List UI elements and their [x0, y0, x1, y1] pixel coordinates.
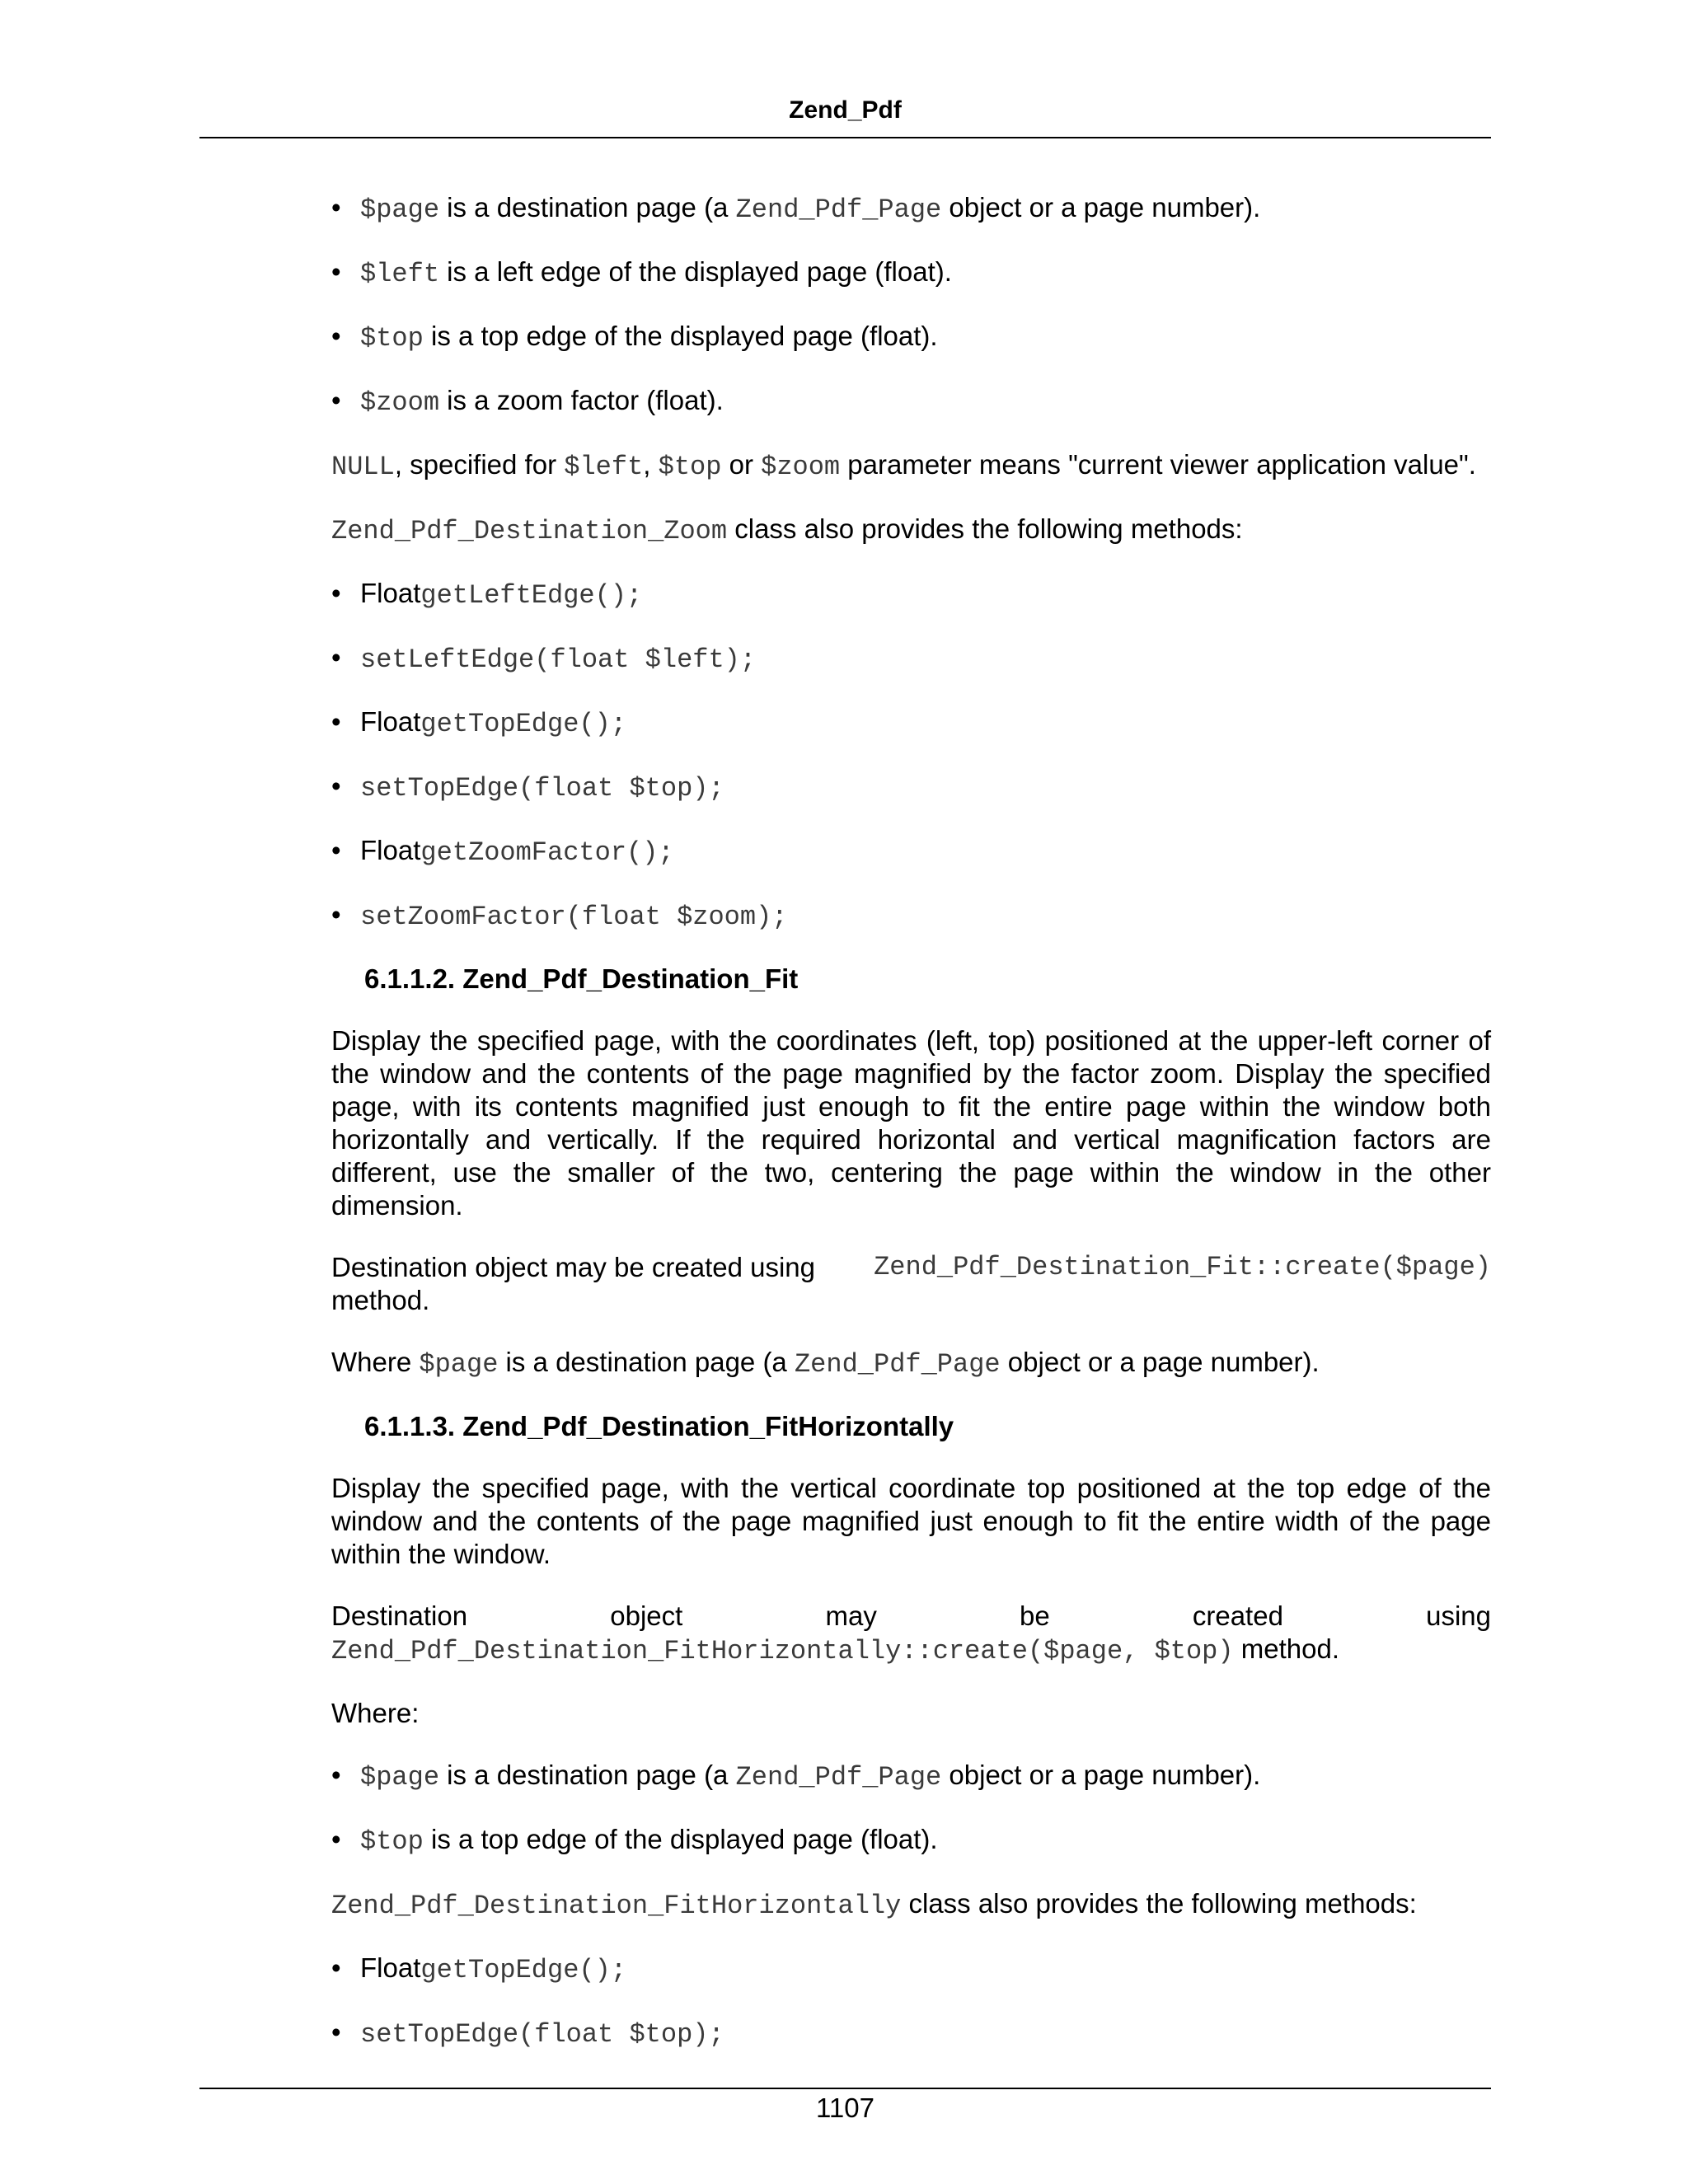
code-span: Zend_Pdf_Page: [735, 1762, 942, 1793]
return-type: Float: [360, 835, 421, 865]
method-signature: getZoomFactor();: [420, 837, 674, 868]
list-item: [331, 191, 1491, 227]
bullet-icon: •: [331, 321, 341, 351]
list-item: [331, 1759, 1491, 1794]
code-span: Zend_Pdf_Page: [794, 1349, 1001, 1380]
code-span: $top: [658, 452, 722, 482]
fit-description: Display the specified page, with the coordinates (left, top) positioned at the upper-left corner of the window and the contents of the page magnified by the factor zoom. Display the specified page, with its contents magnified just enough to fit the entire page within the window both horizontally and vertically. If the required horizontal and vertical magnification factors are different, use the smaller of the two, centering the page within the window in the other dimension.: [331, 1025, 1491, 1221]
code-span: Zend_Pdf_Destination_Zoom: [331, 516, 728, 546]
method-signature: setLeftEdge(float $left);: [360, 644, 757, 675]
list-item: [331, 1823, 1491, 1858]
paragraph-text: parameter means "current viewer application value".: [840, 449, 1476, 480]
list-item: [331, 255, 1491, 291]
list-item-text: is a destination page (a: [439, 192, 736, 223]
zoom-methods-intro: [331, 513, 1491, 548]
fit-where-paragraph: [331, 1346, 1491, 1381]
fith-description: Display the specified page, with the vertical coordinate top positioned at the top edge of the window and the contents of the page magnified just enough to fit the entire width of the page within the window.: [331, 1473, 1491, 1569]
paragraph-word: may: [825, 1601, 877, 1631]
return-type: Float: [360, 1952, 421, 1983]
method-signature: getTopEdge();: [420, 709, 627, 739]
code-span: $page: [419, 1349, 499, 1380]
paragraph-text: class also provides the following methods:: [727, 513, 1243, 544]
code-span: $left: [564, 452, 644, 482]
code-span: $top: [360, 1826, 424, 1857]
method-item: [331, 577, 1491, 612]
method-signature: setTopEdge(float $top);: [360, 2019, 724, 2050]
paragraph-text: ,: [643, 449, 659, 480]
paragraph-word: be: [1019, 1601, 1050, 1631]
header-rule: [199, 137, 1491, 138]
code-span: $left: [360, 259, 440, 289]
method-item: [331, 834, 1491, 869]
bullet-icon: •: [331, 1952, 341, 1983]
bullet-icon: •: [331, 1824, 341, 1854]
paragraph-word: Destination: [331, 1601, 468, 1631]
paragraph-text: , specified for: [394, 449, 565, 480]
paragraph-text: Where: [331, 1347, 420, 1377]
fith-methods-intro: [331, 1887, 1491, 1923]
paragraph-text: is a destination page (a: [498, 1347, 795, 1377]
list-item-text: object or a page number).: [941, 192, 1261, 223]
code-span: Zend_Pdf_Destination_Fit::create($page): [874, 1252, 1491, 1282]
paragraph-text: method.: [331, 1285, 430, 1315]
paragraph-word: object: [610, 1601, 683, 1631]
bullet-icon: •: [331, 1760, 341, 1790]
bullet-icon: •: [331, 385, 341, 415]
paragraph-word: using: [1426, 1601, 1491, 1631]
code-span: Zend_Pdf_Destination_FitHorizontally: [331, 1891, 902, 1921]
code-span: $top: [360, 323, 424, 354]
method-item: [331, 641, 1491, 677]
list-item-text: object or a page number).: [941, 1760, 1261, 1790]
fith-create-paragraph: [331, 1600, 1491, 1668]
section-heading-fit: 6.1.1.2. Zend_Pdf_Destination_Fit: [364, 963, 799, 994]
method-item: [331, 1952, 1491, 1987]
list-item-text: is a top edge of the displayed page (float).: [423, 321, 938, 351]
page-number: 1107: [816, 2093, 874, 2123]
paragraph-text: class also provides the following methods:: [901, 1888, 1417, 1919]
bullet-icon: •: [331, 256, 341, 287]
method-item: [331, 705, 1491, 741]
paragraph-text: method.: [1233, 1633, 1339, 1664]
section-heading-fithorizontally: 6.1.1.3. Zend_Pdf_Destination_FitHorizontally: [364, 1411, 954, 1441]
page-content: [331, 191, 1491, 2080]
code-span: Zend_Pdf_Destination_FitHorizontally::create($page, $top): [331, 1636, 1234, 1666]
footer-rule: [199, 2088, 1491, 2089]
list-item-text: is a left edge of the displayed page (float).: [439, 256, 952, 287]
bullet-icon: •: [331, 192, 341, 223]
paragraph-text: object or a page number).: [1000, 1347, 1320, 1377]
bullet-icon: •: [331, 771, 341, 801]
bullet-icon: •: [331, 2017, 341, 2047]
fith-where-label: Where:: [331, 1698, 420, 1728]
code-span: NULL: [331, 452, 395, 482]
method-item: [331, 770, 1491, 805]
method-signature: setZoomFactor(float $zoom);: [360, 902, 788, 932]
paragraph-word: created: [1192, 1601, 1283, 1631]
code-span: Zend_Pdf_Page: [735, 194, 942, 225]
null-paragraph: [331, 448, 1491, 484]
bullet-icon: •: [331, 578, 341, 608]
code-span: $page: [360, 1762, 440, 1793]
bullet-icon: •: [331, 642, 341, 673]
code-span: $zoom: [761, 452, 841, 482]
method-signature: getLeftEdge();: [420, 580, 643, 611]
list-item: [331, 384, 1491, 419]
paragraph-text: Destination object may be created using: [331, 1252, 816, 1282]
method-item: [331, 2016, 1491, 2051]
method-signature: setTopEdge(float $top);: [360, 773, 724, 804]
paragraph-text: or: [721, 449, 762, 480]
bullet-icon: •: [331, 835, 341, 865]
return-type: Float: [360, 706, 421, 737]
spread-line: [331, 1600, 1491, 1633]
bullet-icon: •: [331, 706, 341, 737]
bullet-icon: •: [331, 899, 341, 930]
list-item-text: is a top edge of the displayed page (float).: [423, 1824, 938, 1854]
running-header: Zend_Pdf: [789, 96, 902, 124]
fit-create-paragraph: [331, 1251, 1491, 1317]
list-item: [331, 320, 1491, 355]
list-item-text: is a zoom factor (float).: [439, 385, 724, 415]
method-signature: getTopEdge();: [420, 1955, 627, 1985]
return-type: Float: [360, 578, 421, 608]
code-span: $page: [360, 194, 440, 225]
list-item-text: is a destination page (a: [439, 1760, 736, 1790]
code-span: $zoom: [360, 387, 440, 418]
method-item: [331, 898, 1491, 934]
